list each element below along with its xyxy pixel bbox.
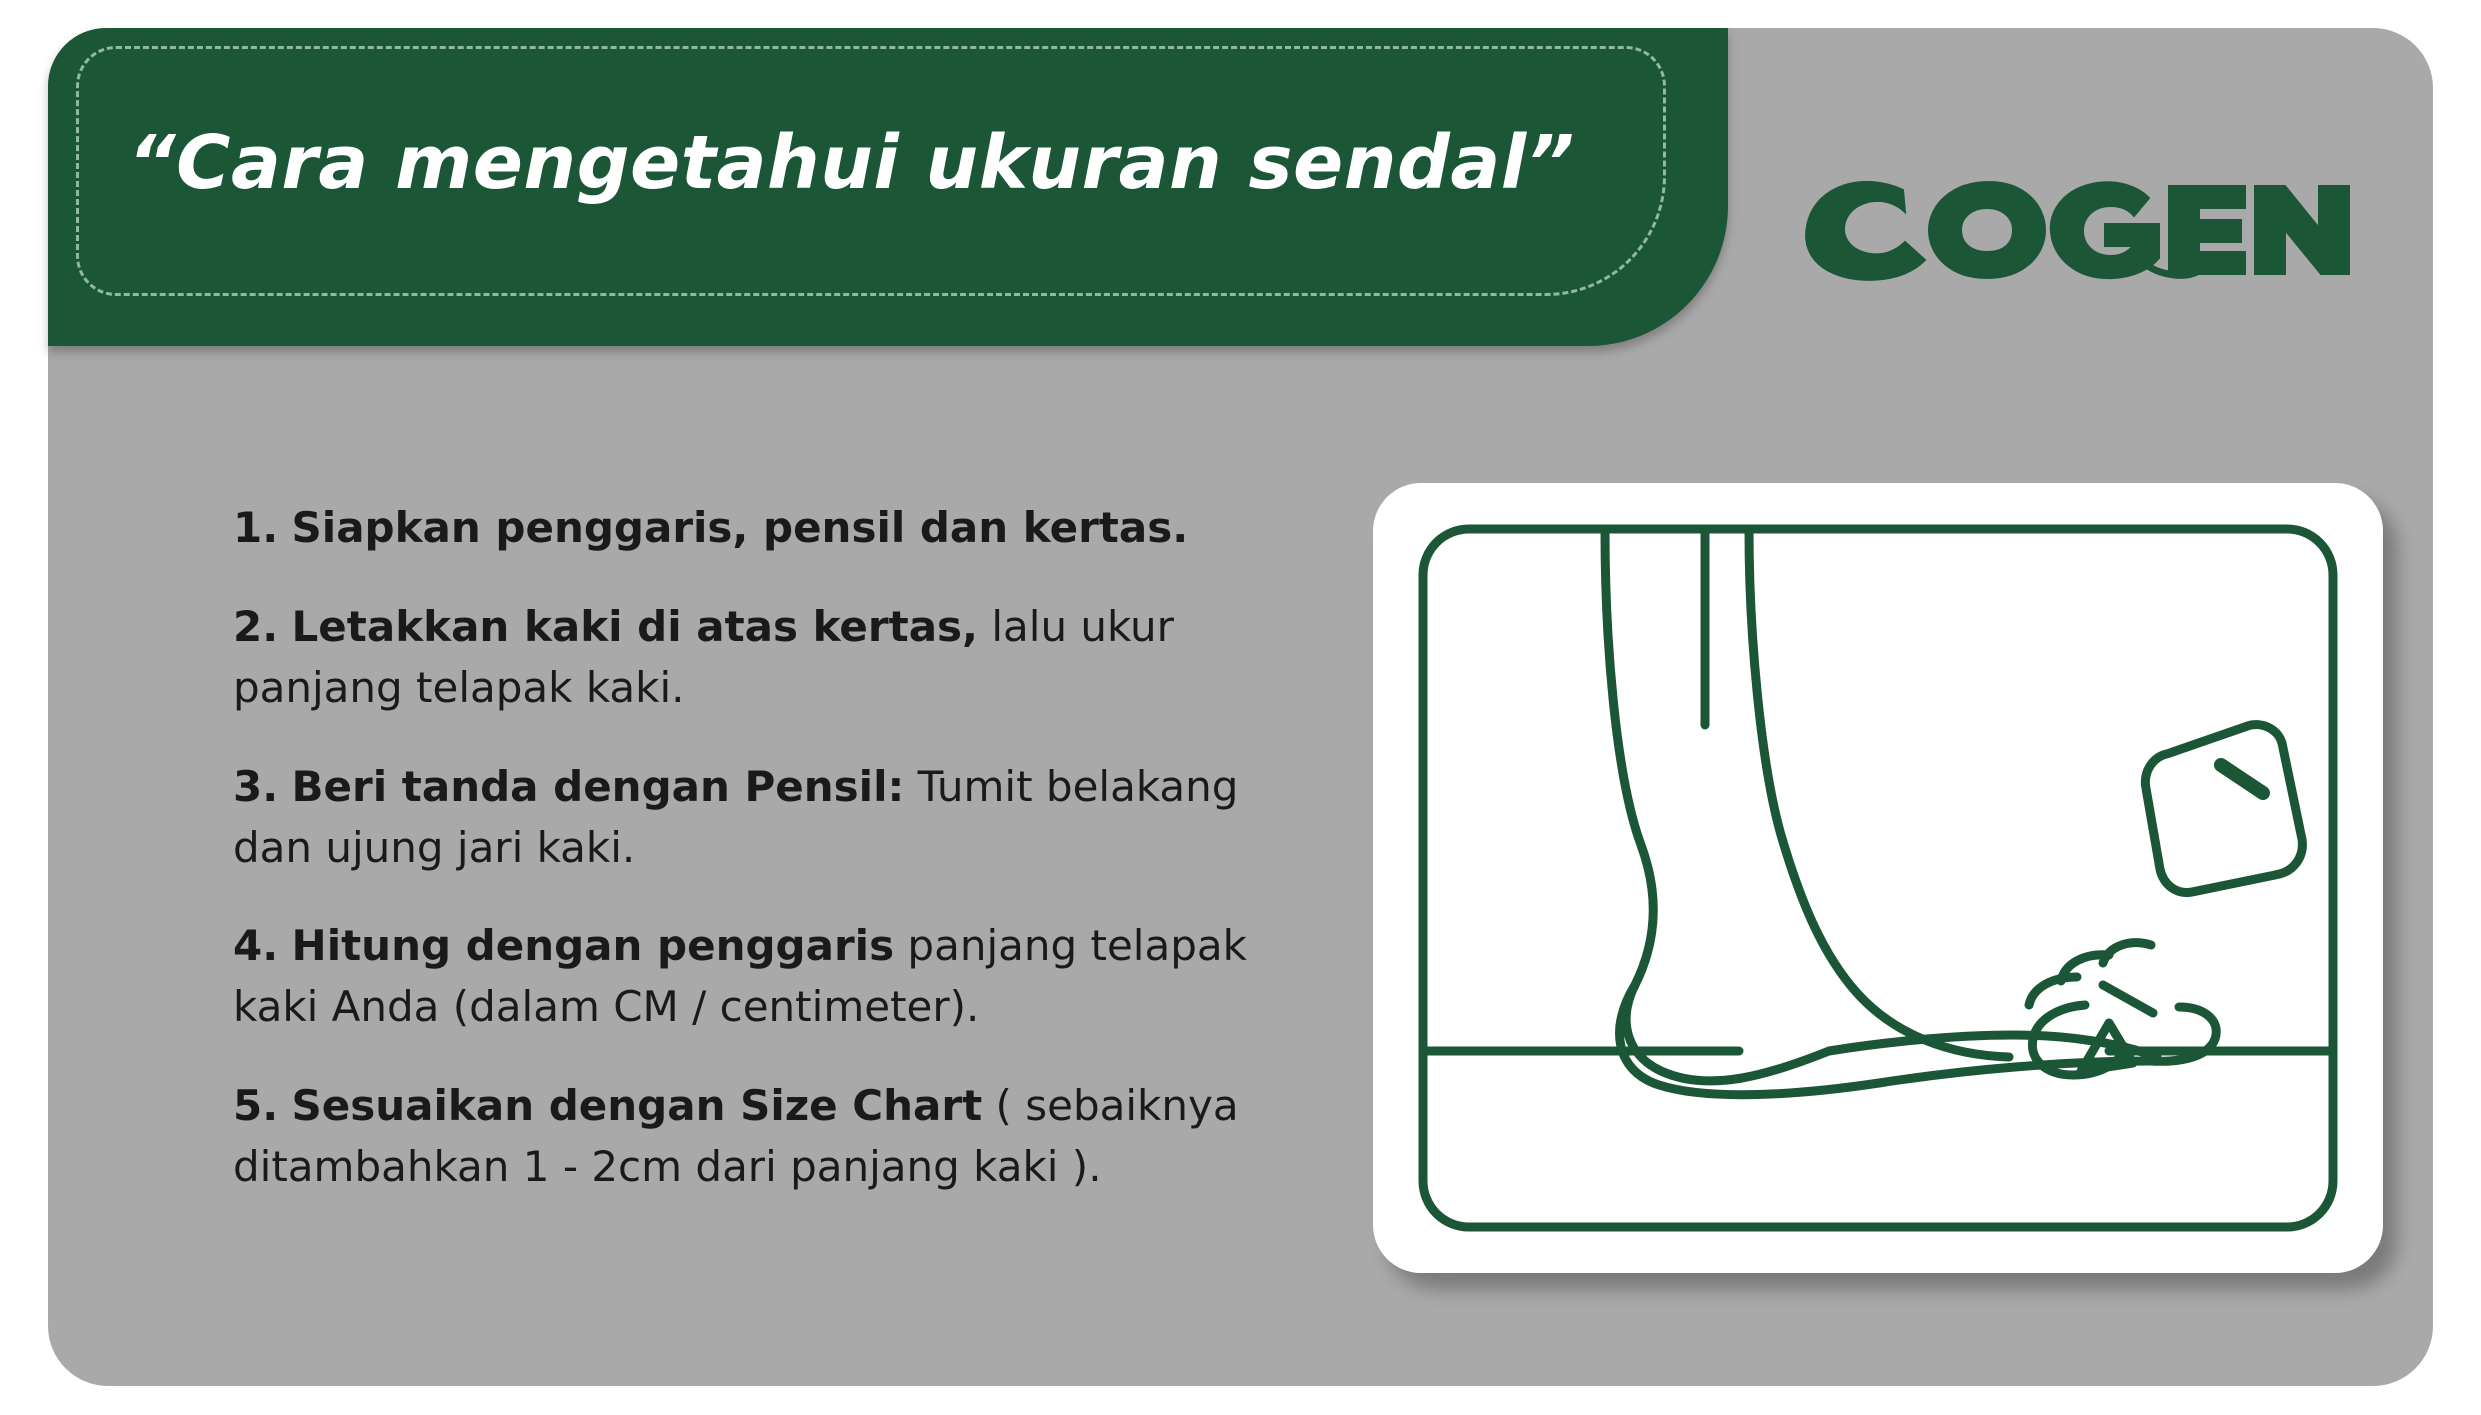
list-item: [233, 498, 1313, 559]
step-bold-text: Hitung dengan penggaris: [291, 921, 895, 971]
step-number: 4.: [233, 921, 279, 971]
step-rest-text: ( sebaiknya ditambahkan 1 - 2cm dari panjang kaki ).: [233, 1081, 1239, 1192]
step-rest-text: lalu ukur panjang telapak kaki.: [233, 601, 1174, 712]
step-number: 3.: [233, 761, 279, 811]
step-bold-text: Sesuaikan dengan Size Chart: [291, 1081, 983, 1131]
cogen-logo: [1793, 168, 2363, 288]
step-bold-text: Siapkan penggaris, pensil dan kertas.: [291, 503, 1189, 552]
steps-list: [233, 498, 1313, 1236]
step-number: 5.: [233, 1081, 279, 1131]
step-bold-text: Beri tanda dengan Pensil:: [291, 761, 905, 811]
page-title: “Cara mengetahui ukuran sendal”: [128, 120, 1575, 206]
main-card: [48, 28, 2433, 1386]
list-item: [233, 757, 1313, 879]
foot-measuring-icon: [1409, 515, 2347, 1241]
step-bold-text: Letakkan kaki di atas kertas,: [291, 601, 979, 651]
list-item: [233, 916, 1313, 1038]
step-number: 1.: [233, 503, 279, 552]
step-number: 2.: [233, 601, 279, 651]
header-banner: [48, 28, 1728, 346]
step-rest-text: Tumit belakang dan ujung jari kaki.: [233, 761, 1239, 872]
illustration-panel: [1373, 483, 2383, 1273]
list-item: [233, 1076, 1313, 1198]
step-rest-text: panjang telapak kaki Anda (dalam CM / centimeter).: [233, 921, 1247, 1032]
list-item: [233, 597, 1313, 719]
